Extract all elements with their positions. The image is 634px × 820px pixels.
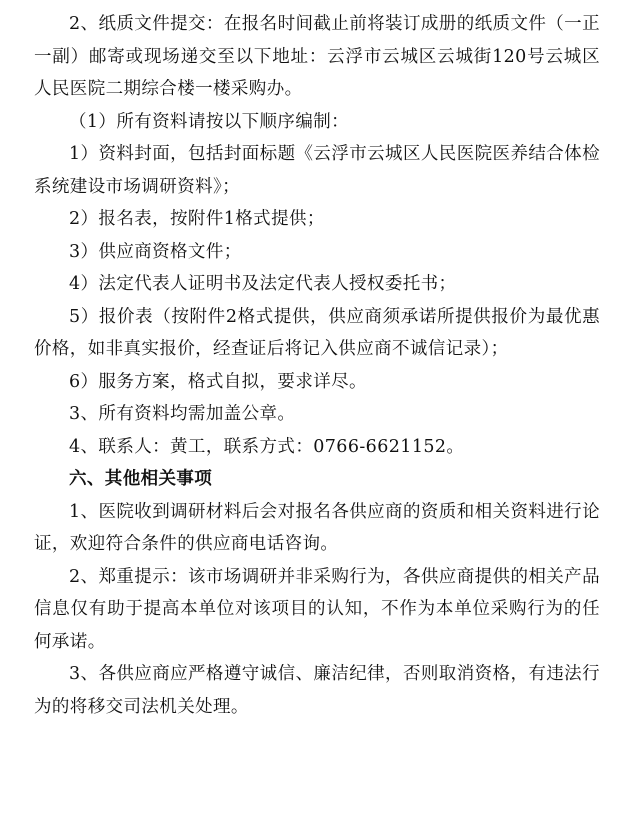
list-item-legal-representative: 4）法定代表人证明书及法定代表人授权委托书； — [69, 274, 457, 294]
paragraph-paper-submission: 2、纸质文件提交：在报名时间截止前将装订成册的纸质文件（一正一副）邮寄或现场递交至以下地址：云浮市云城区云城街120号云城区人民医院二期综合楼一楼采购办。 — [34, 14, 600, 99]
list-item-qualification: 3）供应商资格文件； — [69, 241, 242, 262]
list-item-service-plan: 6）服务方案，格式自拟，要求详尽。 — [69, 371, 367, 392]
paragraph-order-intro: （1）所有资料请按以下顺序编制： — [69, 111, 350, 132]
document-body — [34, 8, 600, 723]
list-item-registration-form: 2）报名表，按附件1格式提供； — [69, 209, 325, 229]
paragraph-integrity: 3、各供应商应严格遵守诚信、廉洁纪律，否则取消资格，有违法行为的将移交司法机关处理。 — [34, 664, 600, 717]
list-item-cover: 1）资料封面，包括封面标题《云浮市云城区人民医院医养结合体检系统建设市场调研资料》； — [34, 144, 600, 197]
section-heading-other-matters: 六、其他相关事项 — [69, 469, 213, 489]
paragraph-notice: 2、郑重提示：该市场调研并非采购行为，各供应商提供的相关产品信息仅有助于提高本单位对该项目的认知，不作为本单位采购行为的任何承诺。 — [34, 566, 600, 652]
paragraph-official-seal: 3、所有资料均需加盖公章。 — [69, 404, 296, 424]
paragraph-contact: 4、联系人：黄工，联系方式：0766-6621152。 — [69, 436, 465, 457]
paragraph-review: 1、医院收到调研材料后会对报名各供应商的资质和相关资料进行论证，欢迎符合条件的供应商电话咨询。 — [34, 501, 600, 554]
list-item-quotation: 5）报价表（按附件2格式提供，供应商须承诺所提供报价为最优惠价格，如非真实报价，经查证后将记入供应商不诚信记录）； — [34, 306, 600, 359]
